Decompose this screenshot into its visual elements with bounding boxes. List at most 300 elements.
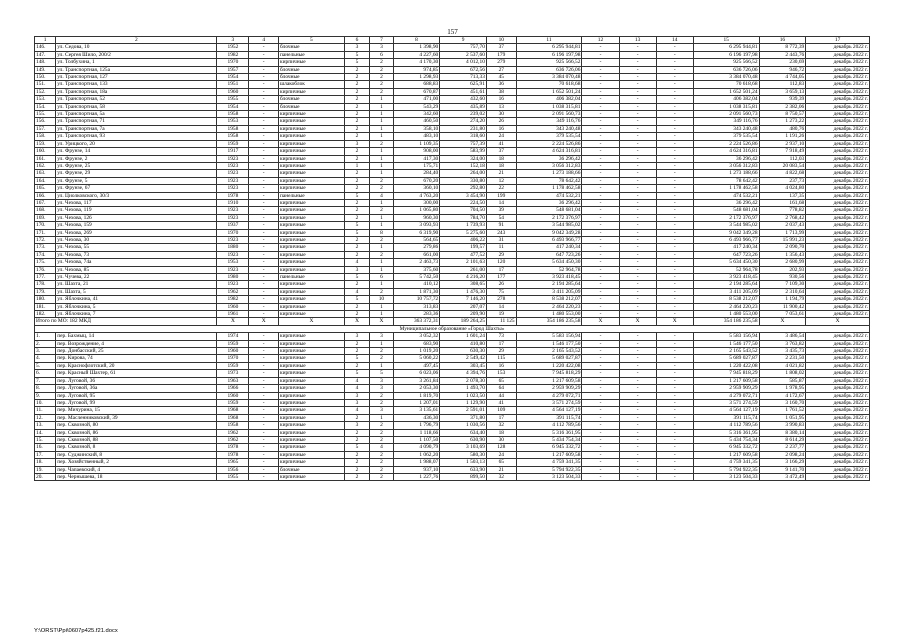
cell-unit-cost: 2 310,64 — [759, 288, 806, 295]
table-row — [35, 51, 870, 58]
cell-cost-sum: 2 194 285,64 — [693, 281, 759, 288]
cell-living-area: 630,30 — [440, 348, 487, 355]
cell-entrances: 2 — [370, 251, 393, 258]
cell-num: 165. — [35, 185, 56, 192]
cell-wall-material: кирпичные — [279, 340, 345, 347]
cell-unit-cost: 4 172,67 — [759, 392, 806, 399]
cell-fund-cost: - — [582, 466, 619, 473]
cell-fund-cost: - — [582, 155, 619, 162]
cell-cost-sum: 2 091 560,73 — [693, 111, 759, 118]
cell-unit-cost: 1 191,26 — [759, 133, 806, 140]
total-cell: 363 372,31 — [393, 318, 440, 325]
cell-deadline: декабрь 2022 г. — [806, 74, 870, 81]
cell-unit-cost: 3 472,49 — [759, 473, 806, 480]
cell-commission: - — [249, 192, 279, 199]
cell-wall-material: кирпичные — [279, 162, 345, 169]
cell-wall-material: кирпичные — [279, 355, 345, 362]
cell-owner-cost: - — [656, 436, 693, 443]
table-row — [35, 473, 870, 480]
cell-budget-cost: - — [619, 199, 656, 206]
total-cell: 354 186 235,58 — [516, 318, 582, 325]
cell-unit-cost: 1 713,99 — [759, 229, 806, 236]
cell-num: 9. — [35, 392, 56, 399]
cell-num: 166. — [35, 192, 56, 199]
cell-year: 1982 — [217, 51, 249, 58]
cell-deadline: декабрь 2022 г. — [806, 303, 870, 310]
cell-deadline: декабрь 2022 г. — [806, 66, 870, 73]
cell-cost-sum: 3 384 070,48 — [693, 74, 759, 81]
cell-entrances: 2 — [370, 466, 393, 473]
cell-residents: 54 — [486, 214, 516, 221]
column-header: 12 — [582, 37, 619, 44]
cell-owner-cost: - — [656, 236, 693, 243]
cell-floors: 2 — [344, 466, 369, 473]
cell-residents: 45 — [486, 74, 516, 81]
cell-total-area: 564,65 — [393, 236, 440, 243]
cell-num: 178. — [35, 281, 56, 288]
cell-floors: 5 — [344, 355, 369, 362]
cell-commission: - — [249, 333, 279, 340]
cell-year: 1978 — [217, 444, 249, 451]
cell-unit-cost: 4 822,68 — [759, 170, 806, 177]
cell-commission: - — [249, 88, 279, 95]
cell-unit-cost: 480,76 — [759, 125, 806, 132]
cell-residents: 179 — [486, 51, 516, 58]
cell-budget-cost: - — [619, 473, 656, 480]
cell-total-cost: 1 038 315,81 — [516, 103, 582, 110]
cell-total-area: 1 065,80 — [393, 207, 440, 214]
cell-deadline: декабрь 2022 г. — [806, 222, 870, 229]
cell-residents: 17 — [486, 266, 516, 273]
cell-deadline: декабрь 2022 г. — [806, 392, 870, 399]
cell-num: 163. — [35, 170, 56, 177]
cell-owner-cost: - — [656, 355, 693, 362]
cell-cost-sum: 925 566,52 — [693, 59, 759, 66]
cell-commission: - — [249, 451, 279, 458]
cell-total-area: 2 053,30 — [393, 385, 440, 392]
cell-entrances: 2 — [370, 436, 393, 443]
cell-residents: 32 — [486, 422, 516, 429]
cell-total-area: 908,00 — [393, 148, 440, 155]
cell-living-area: 451,61 — [440, 88, 487, 95]
cell-wall-material: кирпичные — [279, 222, 345, 229]
cell-deadline: декабрь 2022 г. — [806, 162, 870, 169]
cell-address: пер. Луговой, 99 — [56, 399, 217, 406]
cell-budget-cost: - — [619, 185, 656, 192]
cell-living-area: 209,90 — [440, 311, 487, 318]
cell-entrances: 1 — [370, 259, 393, 266]
cell-year: 1962 — [217, 436, 249, 443]
cell-budget-cost: - — [619, 251, 656, 258]
cell-budget-cost: - — [619, 303, 656, 310]
cell-living-area: 7 146,20 — [440, 296, 487, 303]
cell-living-area: 3 454,90 — [440, 192, 487, 199]
cell-floors: 2 — [344, 118, 369, 125]
cell-residents: 75 — [486, 288, 516, 295]
cell-entrances: 2 — [370, 473, 393, 480]
cell-cost-sum: 647 723,26 — [693, 251, 759, 258]
table-row — [35, 96, 870, 103]
cell-fund-cost: - — [582, 392, 619, 399]
cell-num: 151. — [35, 81, 56, 88]
cell-commission: - — [249, 66, 279, 73]
cell-residents: 14 — [486, 199, 516, 206]
cell-cost-sum: 52 964,78 — [693, 266, 759, 273]
cell-residents: 37 — [486, 148, 516, 155]
cell-entrances: 2 — [370, 59, 393, 66]
cell-entrances: 3 — [370, 377, 393, 384]
cell-unit-cost: 3 486,54 — [759, 333, 806, 340]
cell-unit-cost: 2 037,43 — [759, 222, 806, 229]
cell-living-area: 1 030,56 — [440, 422, 487, 429]
cell-wall-material: блочные — [279, 74, 345, 81]
cell-floors: 2 — [344, 74, 369, 81]
cell-commission: - — [249, 170, 279, 177]
cell-total-cost: 925 566,52 — [516, 59, 582, 66]
cell-num: 6. — [35, 370, 56, 377]
cell-unit-cost: 4 744,05 — [759, 74, 806, 81]
cell-fund-cost: - — [582, 199, 619, 206]
cell-deadline: декабрь 2022 г. — [806, 348, 870, 355]
cell-total-area: 3 135,61 — [393, 407, 440, 414]
cell-living-area: 2 078,30 — [440, 377, 487, 384]
cell-entrances: 2 — [370, 451, 393, 458]
cell-residents: 16 — [486, 96, 516, 103]
table-row — [35, 377, 870, 384]
cell-residents: 29 — [486, 251, 516, 258]
cell-wall-material: кирпичные — [279, 451, 345, 458]
cell-residents: 279 — [486, 59, 516, 66]
cell-total-cost: 5 689 027,87 — [516, 355, 582, 362]
cell-commission: - — [249, 266, 279, 273]
cell-budget-cost: - — [619, 96, 656, 103]
cell-address: ул. Чехова, 119 — [56, 207, 217, 214]
cell-wall-material: кирпичные — [279, 444, 345, 451]
cell-address: пер. Хозяйственный, 2 — [56, 459, 217, 466]
cell-living-area: 477,52 — [440, 251, 487, 258]
cell-unit-cost: 2 680,99 — [759, 259, 806, 266]
cell-entrances: 1 — [370, 281, 393, 288]
cell-cost-sum: 2 224 526,86 — [693, 140, 759, 147]
cell-floors: 3 — [344, 266, 369, 273]
cell-entrances: 1 — [370, 125, 393, 132]
cell-residents: 177 — [486, 274, 516, 281]
table-row — [35, 362, 870, 369]
cell-total-cost: 6 196 197,98 — [516, 51, 582, 58]
cell-living-area: 1 739,93 — [440, 222, 487, 229]
cell-living-area: 757,70 — [440, 44, 487, 51]
cell-commission: - — [249, 244, 279, 251]
cell-deadline: декабрь 2022 г. — [806, 355, 870, 362]
cell-address: ул. Фрунзе, 67 — [56, 185, 217, 192]
cell-residents: 17 — [486, 414, 516, 421]
cell-num: 149. — [35, 66, 56, 73]
cell-fund-cost: - — [582, 177, 619, 184]
cell-commission: - — [249, 177, 279, 184]
cell-num: 179. — [35, 288, 56, 295]
total-cell: X — [656, 318, 693, 325]
cell-residents: 41 — [486, 399, 516, 406]
cell-fund-cost: - — [582, 348, 619, 355]
cell-address: пер. Сквозной, 80 — [56, 422, 217, 429]
table-row — [35, 81, 870, 88]
cell-wall-material: кирпичные — [279, 148, 345, 155]
cell-floors: 2 — [344, 96, 369, 103]
cell-budget-cost: - — [619, 148, 656, 155]
cell-num: 2. — [35, 340, 56, 347]
cell-commission: - — [249, 473, 279, 480]
table-row — [35, 229, 870, 236]
cell-cost-sum: 5 689 027,87 — [693, 355, 759, 362]
table-row — [35, 236, 870, 243]
cell-residents: 36 — [486, 81, 516, 88]
cell-num: 175. — [35, 259, 56, 266]
cell-deadline: декабрь 2022 г. — [806, 155, 870, 162]
column-header: 15 — [693, 37, 759, 44]
cell-entrances: 1 — [370, 170, 393, 177]
cell-entrances: 3 — [370, 385, 393, 392]
cell-residents: 13 — [486, 103, 516, 110]
cell-fund-cost: - — [582, 162, 619, 169]
cell-entrances: 2 — [370, 81, 393, 88]
cell-total-cost: 8 538 212,07 — [516, 296, 582, 303]
cell-floors: 5 — [344, 51, 369, 58]
cell-num: 169. — [35, 214, 56, 221]
cell-total-area: 2 463,73 — [393, 259, 440, 266]
cell-unit-cost: 585,87 — [759, 377, 806, 384]
cell-year: 1959 — [217, 340, 249, 347]
cell-cost-sum: 4 759 341,35 — [693, 459, 759, 466]
cell-deadline: декабрь 2022 г. — [806, 244, 870, 251]
cell-commission: - — [249, 96, 279, 103]
cell-floors: 5 — [344, 192, 369, 199]
cell-deadline: декабрь 2022 г. — [806, 51, 870, 58]
cell-commission: - — [249, 348, 279, 355]
cell-living-area: 5 275,60 — [440, 229, 487, 236]
cell-total-cost: 6 295 944,81 — [516, 44, 582, 51]
cell-commission: - — [249, 118, 279, 125]
cell-address: ул. Чехова, 159 — [56, 222, 217, 229]
cell-floors: 2 — [344, 236, 369, 243]
cell-wall-material: кирпичные — [279, 399, 345, 406]
cell-deadline: декабрь 2022 г. — [806, 399, 870, 406]
cell-entrances: 1 — [370, 96, 393, 103]
cell-residents: 64 — [486, 385, 516, 392]
cell-wall-material: кирпичные — [279, 140, 345, 147]
cell-year: 1958 — [217, 125, 249, 132]
cell-unit-cost: 237,73 — [759, 177, 806, 184]
cell-entrances: 1 — [370, 103, 393, 110]
cell-cost-sum: 5 794 922,35 — [693, 466, 759, 473]
cell-commission: - — [249, 311, 279, 318]
table-row — [35, 185, 870, 192]
cell-year: 1959 — [217, 362, 249, 369]
cell-floors: 4 — [344, 288, 369, 295]
cell-deadline: декабрь 2022 г. — [806, 88, 870, 95]
cell-address: ул. Чехова, 73 — [56, 251, 217, 258]
cell-residents: 17 — [486, 340, 516, 347]
cell-num: 177. — [35, 274, 56, 281]
cell-fund-cost: - — [582, 96, 619, 103]
cell-budget-cost: - — [619, 103, 656, 110]
cell-num: 8. — [35, 385, 56, 392]
cell-num: 168. — [35, 207, 56, 214]
table-row — [35, 148, 870, 155]
cell-wall-material: кирпичные — [279, 111, 345, 118]
cell-num: 16. — [35, 444, 56, 451]
cell-year: 1923 — [217, 266, 249, 273]
cell-unit-cost: 4 024,80 — [759, 185, 806, 192]
cell-unit-cost: 1 978,95 — [759, 385, 806, 392]
cell-budget-cost: - — [619, 459, 656, 466]
cell-floors: 2 — [344, 303, 369, 310]
table-row — [35, 199, 870, 206]
cell-year: 1963 — [217, 377, 249, 384]
cell-entrances: 2 — [370, 348, 393, 355]
cell-address: пер. Суджинский, 8 — [56, 451, 217, 458]
cell-owner-cost: - — [656, 288, 693, 295]
cell-num: 180. — [35, 296, 56, 303]
cell-living-area: 1 493,70 — [440, 385, 487, 392]
table-row — [35, 140, 870, 147]
cell-year: 1959 — [217, 399, 249, 406]
cell-living-area: 1 601,24 — [440, 333, 487, 340]
cell-address: ул. Фрунзе, 14 — [56, 148, 217, 155]
cell-owner-cost: - — [656, 362, 693, 369]
cell-budget-cost: - — [619, 222, 656, 229]
cell-commission: - — [249, 125, 279, 132]
cell-wall-material: кирпичные — [279, 385, 345, 392]
cell-residents: 18 — [486, 429, 516, 436]
total-cell: X — [759, 318, 806, 325]
cell-cost-sum: 474 532,21 — [693, 192, 759, 199]
cell-num: 160. — [35, 148, 56, 155]
column-header: 1 — [35, 37, 56, 44]
cell-budget-cost: - — [619, 155, 656, 162]
cell-address: ул. Фрунзе, 25 — [56, 162, 217, 169]
cell-owner-cost: - — [656, 51, 693, 58]
cell-total-cost: 647 723,26 — [516, 251, 582, 258]
cell-fund-cost: - — [582, 296, 619, 303]
cell-deadline: декабрь 2022 г. — [806, 118, 870, 125]
cell-owner-cost: - — [656, 66, 693, 73]
cell-deadline: декабрь 2022 г. — [806, 333, 870, 340]
cell-floors: 2 — [344, 311, 369, 318]
cell-commission: - — [249, 281, 279, 288]
table-row — [35, 266, 870, 273]
cell-living-area: 1 023,50 — [440, 392, 487, 399]
cell-deadline: декабрь 2022 г. — [806, 340, 870, 347]
cell-wall-material: кирпичные — [279, 133, 345, 140]
cell-residents: 29 — [486, 348, 516, 355]
table-row — [35, 333, 870, 340]
cell-entrances: 1 — [370, 199, 393, 206]
cell-wall-material: кирпичные — [279, 377, 345, 384]
cell-address: ул. Чехова, 126 — [56, 214, 217, 221]
cell-wall-material: кирпичные — [279, 251, 345, 258]
cell-address: пер. Луговой, 95 — [56, 392, 217, 399]
cell-deadline: декабрь 2022 г. — [806, 133, 870, 140]
cell-year: 1923 — [217, 185, 249, 192]
cell-living-area: 207,07 — [440, 303, 487, 310]
cell-total-cost: 2 091 560,73 — [516, 111, 582, 118]
table-row — [35, 44, 870, 51]
cell-address: ул. Чехова, 117 — [56, 199, 217, 206]
cell-living-area: 2 537,60 — [440, 51, 487, 58]
cell-owner-cost: - — [656, 311, 693, 318]
cell-wall-material: кирпичные — [279, 370, 345, 377]
cell-num: 162. — [35, 162, 56, 169]
cell-deadline: декабрь 2022 г. — [806, 377, 870, 384]
cell-unit-cost: 3 990,83 — [759, 422, 806, 429]
cell-total-cost: 3 571 274,59 — [516, 399, 582, 406]
cell-entrances: 1 — [370, 340, 393, 347]
cell-entrances: 2 — [370, 399, 393, 406]
cell-floors: 2 — [344, 251, 369, 258]
cell-cost-sum: 5 316 361,95 — [693, 429, 759, 436]
cell-entrances: 1 — [370, 266, 393, 273]
cell-total-cost: 391 115,74 — [516, 414, 582, 421]
cell-commission: - — [249, 444, 279, 451]
cell-fund-cost: - — [582, 66, 619, 73]
cell-floors: 3 — [344, 392, 369, 399]
cell-wall-material: кирпичные — [279, 59, 345, 66]
cell-budget-cost: - — [619, 333, 656, 340]
table-row — [35, 118, 870, 125]
cell-commission: - — [249, 214, 279, 221]
cell-entrances: 2 — [370, 392, 393, 399]
cell-deadline: декабрь 2022 г. — [806, 251, 870, 258]
table-row — [35, 414, 870, 421]
cell-fund-cost: - — [582, 281, 619, 288]
cell-deadline: декабрь 2022 г. — [806, 214, 870, 221]
cell-fund-cost: - — [582, 133, 619, 140]
table-row — [35, 466, 870, 473]
cell-year: 1961 — [217, 311, 249, 318]
cell-cost-sum: 3 571 274,59 — [693, 399, 759, 406]
cell-entrances: 1 — [370, 362, 393, 369]
column-header: 17 — [806, 37, 870, 44]
cell-total-area: 670,87 — [393, 88, 440, 95]
cell-year: 1954 — [217, 103, 249, 110]
cell-budget-cost: - — [619, 133, 656, 140]
cell-address: пер. Чапаевский, 4 — [56, 466, 217, 473]
cell-residents: 16 — [486, 362, 516, 369]
cell-residents: 18 — [486, 155, 516, 162]
cell-budget-cost: - — [619, 244, 656, 251]
cell-deadline: декабрь 2022 г. — [806, 407, 870, 414]
cell-budget-cost: - — [619, 59, 656, 66]
cell-owner-cost: - — [656, 133, 693, 140]
cell-fund-cost: - — [582, 399, 619, 406]
cell-owner-cost: - — [656, 451, 693, 458]
cell-commission: - — [249, 103, 279, 110]
cell-cost-sum: 3 923 418,45 — [693, 274, 759, 281]
cell-commission: - — [249, 377, 279, 384]
cell-living-area: 261,00 — [440, 266, 487, 273]
table-row — [35, 177, 870, 184]
cell-budget-cost: - — [619, 229, 656, 236]
cell-unit-cost: 2 382,06 — [759, 103, 806, 110]
cell-wall-material: кирпичные — [279, 296, 345, 303]
cell-floors: 3 — [344, 422, 369, 429]
cell-wall-material: кирпичные — [279, 281, 345, 288]
cell-owner-cost: - — [656, 155, 693, 162]
cell-total-area: 1 988,07 — [393, 459, 440, 466]
cell-year: 1923 — [217, 207, 249, 214]
cell-deadline: декабрь 2022 г. — [806, 185, 870, 192]
total-row — [35, 318, 870, 325]
